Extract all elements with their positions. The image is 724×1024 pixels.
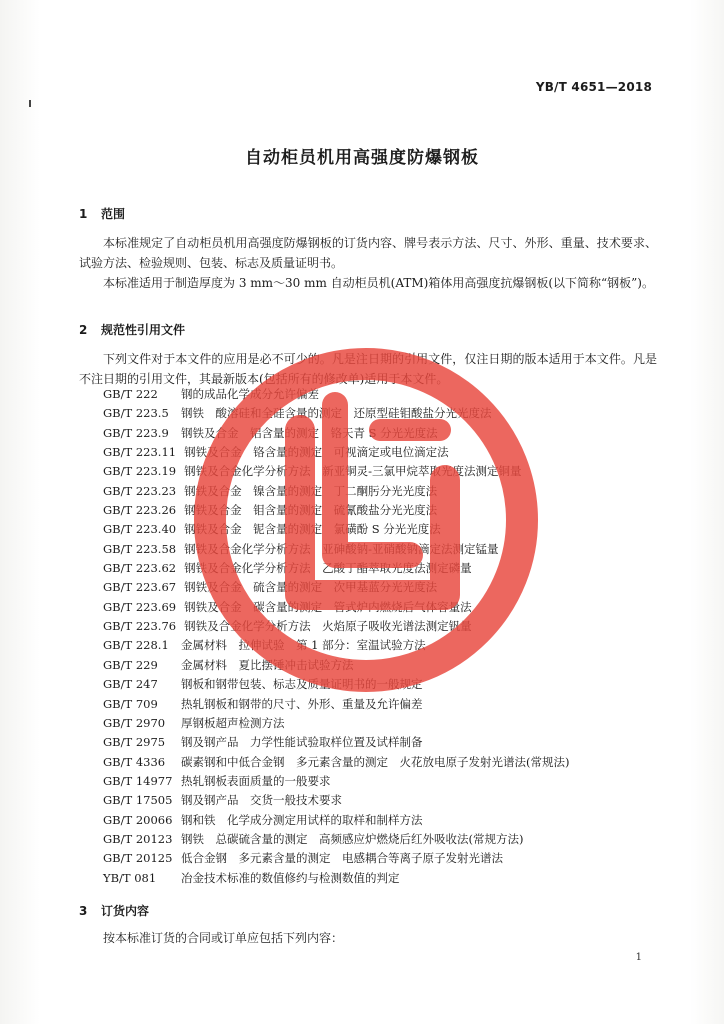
reference-item: [103, 443, 663, 462]
reference-item: [103, 772, 663, 791]
reference-item: [103, 501, 663, 520]
reference-code: GB/T 223.19: [103, 464, 177, 479]
reference-title: 钢铁及合金 铬含量的测定 可视滴定或电位滴定法: [184, 445, 449, 460]
reference-title: 钢铁及合金 铌含量的测定 氯磺酚 S 分光光度法: [184, 522, 441, 537]
reference-title: 钢铁及合金 钼含量的测定 硫氰酸盐分光光度法: [184, 503, 438, 518]
reference-title: 厚钢板超声检测方法: [181, 715, 285, 730]
reference-item: [103, 811, 663, 830]
reference-item: [103, 482, 663, 501]
reference-title: 钢铁 总碳硫含量的测定 高频感应炉燃烧后红外吸收法(常规方法): [181, 831, 524, 846]
reference-code: GB/T 223.26: [103, 503, 177, 518]
reference-item: [103, 656, 663, 675]
section-heading-normative-references: [79, 321, 185, 338]
reference-code: GB/T 2975: [103, 735, 166, 750]
reference-title: 钢铁及合金化学分析方法 乙酸丁酯萃取光度法测定磷量: [184, 561, 472, 576]
section-number: 3: [79, 904, 88, 918]
reference-code: GB/T 223.11: [103, 445, 177, 460]
reference-item: [103, 791, 663, 810]
reference-item: [103, 830, 663, 849]
page-number: 1: [635, 952, 642, 963]
reference-title: 热轧钢板表面质量的一般要求: [181, 773, 331, 788]
ordering-paragraph: 按本标准订货的合同或订单应包括下列内容：: [103, 931, 344, 945]
reference-code: GB/T 222: [103, 387, 158, 401]
reference-code: GB/T 229: [103, 657, 158, 672]
reference-item: [103, 559, 663, 578]
reference-item: [103, 404, 663, 423]
reference-title: 钢铁及合金 镍含量的测定 丁二酮肟分光光度法: [184, 483, 438, 498]
reference-item: [103, 714, 663, 733]
reference-code: GB/T 14977: [103, 773, 173, 788]
reference-code: GB/T 223.76: [103, 619, 177, 634]
reference-code: GB/T 2970: [103, 715, 166, 730]
reference-code: GB/T 223.58: [103, 541, 177, 556]
reference-title: 碳素钢和中低合金钢 多元素含量的测定 火花放电原子发射光谱法(常规法): [181, 754, 570, 769]
reference-item: [103, 849, 663, 868]
reference-title: 钢和铁 化学成分测定用试样的取样和制样方法: [181, 812, 423, 827]
reference-item: [103, 869, 663, 888]
reference-title: 钢铁及合金化学分析方法 火焰原子吸收光谱法测定钒量: [184, 619, 472, 634]
reference-item: [103, 385, 663, 404]
reference-title: 钢及钢产品 力学性能试验取样位置及试样制备: [181, 735, 423, 750]
section-number: 1: [79, 207, 88, 221]
scope-paragraph-1: 本标准规定了自动柜员机用高强度防爆钢板的订货内容、牌号表示方法、尺寸、外形、重量、技术要求、试验方法、检验规则、包装、标志及质量证明书。: [79, 236, 657, 270]
document-title: 自动柜员机用高强度防爆钢板: [245, 148, 479, 168]
reference-code: GB/T 223.9: [103, 425, 169, 440]
reference-item: [103, 675, 663, 694]
reference-title: 钢铁及合金化学分析方法 亚砷酸钠-亚硝酸钠滴定法测定锰量: [184, 541, 499, 556]
section-heading-scope: [79, 205, 125, 222]
reference-code: GB/T 223.23: [103, 483, 177, 498]
reference-code: GB/T 20066: [103, 812, 173, 827]
reference-item: [103, 695, 663, 714]
reference-code: GB/T 20125: [103, 851, 173, 866]
scan-mark: [29, 100, 31, 107]
reference-code: GB/T 223.40: [103, 522, 177, 537]
reference-code: GB/T 223.69: [103, 599, 177, 614]
reference-title: 钢板和钢带包装、标志及质量证明书的一般规定: [181, 677, 423, 692]
reference-code: GB/T 17505: [103, 793, 173, 808]
reference-code: GB/T 223.62: [103, 561, 177, 576]
reference-code: GB/T 709: [103, 696, 158, 711]
reference-title: 低合金钢 多元素含量的测定 电感耦合等离子原子发射光谱法: [181, 851, 503, 866]
reference-item: [103, 598, 663, 617]
reference-code: GB/T 228.1: [103, 638, 169, 653]
reference-item: [103, 540, 663, 559]
reference-title: 钢铁 酸溶硅和全硅含量的测定 还原型硅钼酸盐分光光度法: [181, 406, 492, 421]
reference-item: [103, 462, 663, 481]
reference-title: 钢铁及合金 硫含量的测定 次甲基蓝分光光度法: [184, 580, 438, 595]
reference-title: 钢铁及合金 铝含量的测定 铬天青 S 分光光度法: [181, 425, 438, 440]
reference-title: 冶金技术标准的数值修约与检测数值的判定: [181, 870, 400, 885]
scope-paragraph-2: 本标准适用于制造厚度为 3 mm～30 mm 自动柜员机(ATM)箱体用高强度抗爆钢板(以下简称“钢板”)。: [103, 276, 654, 290]
section-heading-ordering: [79, 902, 149, 919]
reference-code: GB/T 223.5: [103, 406, 169, 421]
reference-code: GB/T 20123: [103, 831, 173, 846]
reference-item: [103, 424, 663, 443]
reference-title: 钢及钢产品 交货一般技术要求: [181, 793, 342, 808]
reference-title: 钢铁及合金 碳含量的测定 管式炉内燃烧后气体容量法: [184, 599, 472, 614]
reference-code: GB/T 247: [103, 677, 158, 692]
references-intro-paragraph: 下列文件对于本文件的应用是必不可少的。凡是注日期的引用文件，仅注日期的版本适用于本文件。凡是不注日期的引用文件，其最新版本(包括所有的修改单)适用于本文件。: [79, 352, 657, 386]
section-title: 范围: [101, 207, 126, 221]
section-title: 规范性引用文件: [101, 323, 186, 337]
reference-item: [103, 578, 663, 597]
reference-item: [103, 617, 663, 636]
reference-title: 热轧钢板和钢带的尺寸、外形、重量及允许偏差: [181, 696, 423, 711]
reference-code: YB/T 081: [103, 870, 157, 885]
reference-title: 金属材料 拉伸试验 第 1 部分：室温试验方法: [181, 638, 426, 653]
reference-item: [103, 753, 663, 772]
reference-title: 金属材料 夏比摆锤冲击试验方法: [181, 657, 354, 672]
reference-list: [103, 385, 663, 888]
reference-item: [103, 733, 663, 752]
section-title: 订货内容: [101, 904, 150, 918]
reference-title: 钢铁及合金化学分析方法 新亚铜灵-三氯甲烷萃取光度法测定铜量: [184, 464, 522, 479]
reference-code: GB/T 223.67: [103, 580, 177, 595]
section-number: 2: [79, 323, 88, 337]
reference-title: 钢的成品化学成分允许偏差: [181, 387, 319, 401]
reference-item: [103, 520, 663, 539]
standard-code: YB/T 4651—2018: [535, 80, 652, 94]
reference-item: [103, 636, 663, 655]
reference-code: GB/T 4336: [103, 754, 166, 769]
